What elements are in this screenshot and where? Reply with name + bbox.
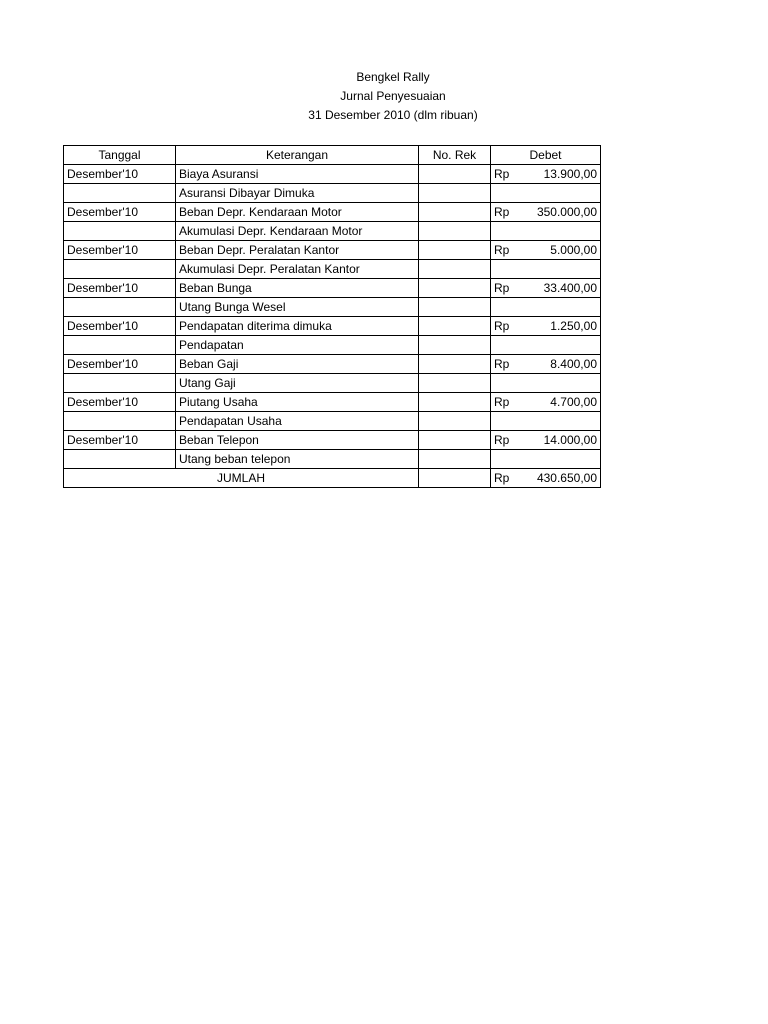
table-row	[64, 298, 601, 317]
journal-title: Jurnal Penyesuaian	[340, 89, 446, 103]
cell-debit: 1.250,00	[523, 317, 601, 336]
cell-debit	[523, 184, 601, 203]
cell-date	[64, 222, 176, 241]
cell-account-no	[419, 184, 491, 203]
total-account-no	[419, 469, 491, 488]
total-label: JUMLAH	[64, 469, 419, 488]
cell-currency: Rp	[491, 431, 523, 450]
cell-currency	[491, 298, 523, 317]
cell-account-no	[419, 165, 491, 184]
cell-date: Desember'10	[64, 279, 176, 298]
cell-debit	[523, 336, 601, 355]
cell-description: Pendapatan diterima dimuka	[176, 317, 419, 336]
column-header-description: Keterangan	[176, 146, 419, 165]
table-row	[64, 165, 601, 184]
table-row	[64, 184, 601, 203]
total-debit: 430.650,00	[523, 469, 601, 488]
cell-currency	[491, 374, 523, 393]
cell-account-no	[419, 317, 491, 336]
cell-currency	[491, 450, 523, 469]
cell-debit: 350.000,00	[523, 203, 601, 222]
cell-account-no	[419, 260, 491, 279]
cell-description: Pendapatan Usaha	[176, 412, 419, 431]
table-row	[64, 260, 601, 279]
cell-date: Desember'10	[64, 203, 176, 222]
cell-debit	[523, 412, 601, 431]
table-row	[64, 450, 601, 469]
cell-date	[64, 298, 176, 317]
cell-account-no	[419, 374, 491, 393]
cell-date	[64, 336, 176, 355]
cell-currency: Rp	[491, 279, 523, 298]
cell-account-no	[419, 203, 491, 222]
total-currency: Rp	[491, 469, 523, 488]
cell-description: Beban Bunga	[176, 279, 419, 298]
cell-account-no	[419, 431, 491, 450]
cell-currency: Rp	[491, 165, 523, 184]
cell-currency: Rp	[491, 355, 523, 374]
cell-debit: 5.000,00	[523, 241, 601, 260]
table-row	[64, 222, 601, 241]
cell-account-no	[419, 355, 491, 374]
cell-date: Desember'10	[64, 431, 176, 450]
cell-currency	[491, 260, 523, 279]
cell-description: Asuransi Dibayar Dimuka	[176, 184, 419, 203]
company-name: Bengkel Rally	[356, 70, 430, 84]
cell-date	[64, 374, 176, 393]
cell-debit	[523, 260, 601, 279]
column-header-account-no: No. Rek	[419, 146, 491, 165]
cell-description: Akumulasi Depr. Peralatan Kantor	[176, 260, 419, 279]
table-row	[64, 336, 601, 355]
table-header-row	[64, 146, 601, 165]
cell-currency: Rp	[491, 241, 523, 260]
cell-debit	[523, 222, 601, 241]
table-body	[64, 165, 601, 469]
cell-account-no	[419, 336, 491, 355]
cell-description: Beban Gaji	[176, 355, 419, 374]
cell-account-no	[419, 298, 491, 317]
cell-account-no	[419, 450, 491, 469]
total-row	[64, 469, 601, 488]
document-header	[0, 68, 768, 125]
cell-date: Desember'10	[64, 241, 176, 260]
column-header-debit: Debet	[491, 146, 601, 165]
cell-account-no	[419, 222, 491, 241]
journal-period: 31 Desember 2010 (dlm ribuan)	[308, 108, 478, 122]
table-row	[64, 203, 601, 222]
cell-description: Beban Depr. Kendaraan Motor	[176, 203, 419, 222]
cell-currency: Rp	[491, 393, 523, 412]
cell-description: Utang beban telepon	[176, 450, 419, 469]
cell-currency	[491, 184, 523, 203]
cell-description: Piutang Usaha	[176, 393, 419, 412]
cell-date: Desember'10	[64, 165, 176, 184]
cell-description: Biaya Asuransi	[176, 165, 419, 184]
cell-date	[64, 412, 176, 431]
table-row	[64, 241, 601, 260]
cell-currency	[491, 222, 523, 241]
table-row	[64, 355, 601, 374]
cell-debit	[523, 298, 601, 317]
cell-debit: 13.900,00	[523, 165, 601, 184]
cell-description: Utang Bunga Wesel	[176, 298, 419, 317]
cell-debit: 8.400,00	[523, 355, 601, 374]
cell-description: Beban Telepon	[176, 431, 419, 450]
column-header-date: Tanggal	[64, 146, 176, 165]
cell-date: Desember'10	[64, 393, 176, 412]
cell-account-no	[419, 279, 491, 298]
cell-currency: Rp	[491, 317, 523, 336]
cell-account-no	[419, 241, 491, 260]
table-row	[64, 279, 601, 298]
cell-debit: 33.400,00	[523, 279, 601, 298]
cell-currency: Rp	[491, 203, 523, 222]
cell-debit: 14.000,00	[523, 431, 601, 450]
adjusting-journal-table	[63, 145, 601, 488]
cell-description: Pendapatan	[176, 336, 419, 355]
table-row	[64, 393, 601, 412]
cell-debit	[523, 450, 601, 469]
cell-description: Akumulasi Depr. Kendaraan Motor	[176, 222, 419, 241]
cell-date: Desember'10	[64, 317, 176, 336]
cell-date	[64, 184, 176, 203]
cell-debit	[523, 374, 601, 393]
cell-date	[64, 450, 176, 469]
table-row	[64, 412, 601, 431]
cell-currency	[491, 412, 523, 431]
table-row	[64, 317, 601, 336]
cell-account-no	[419, 412, 491, 431]
cell-debit: 4.700,00	[523, 393, 601, 412]
cell-description: Beban Depr. Peralatan Kantor	[176, 241, 419, 260]
cell-date: Desember'10	[64, 355, 176, 374]
cell-description: Utang Gaji	[176, 374, 419, 393]
cell-currency	[491, 336, 523, 355]
table-row	[64, 374, 601, 393]
cell-date	[64, 260, 176, 279]
table-row	[64, 431, 601, 450]
cell-account-no	[419, 393, 491, 412]
